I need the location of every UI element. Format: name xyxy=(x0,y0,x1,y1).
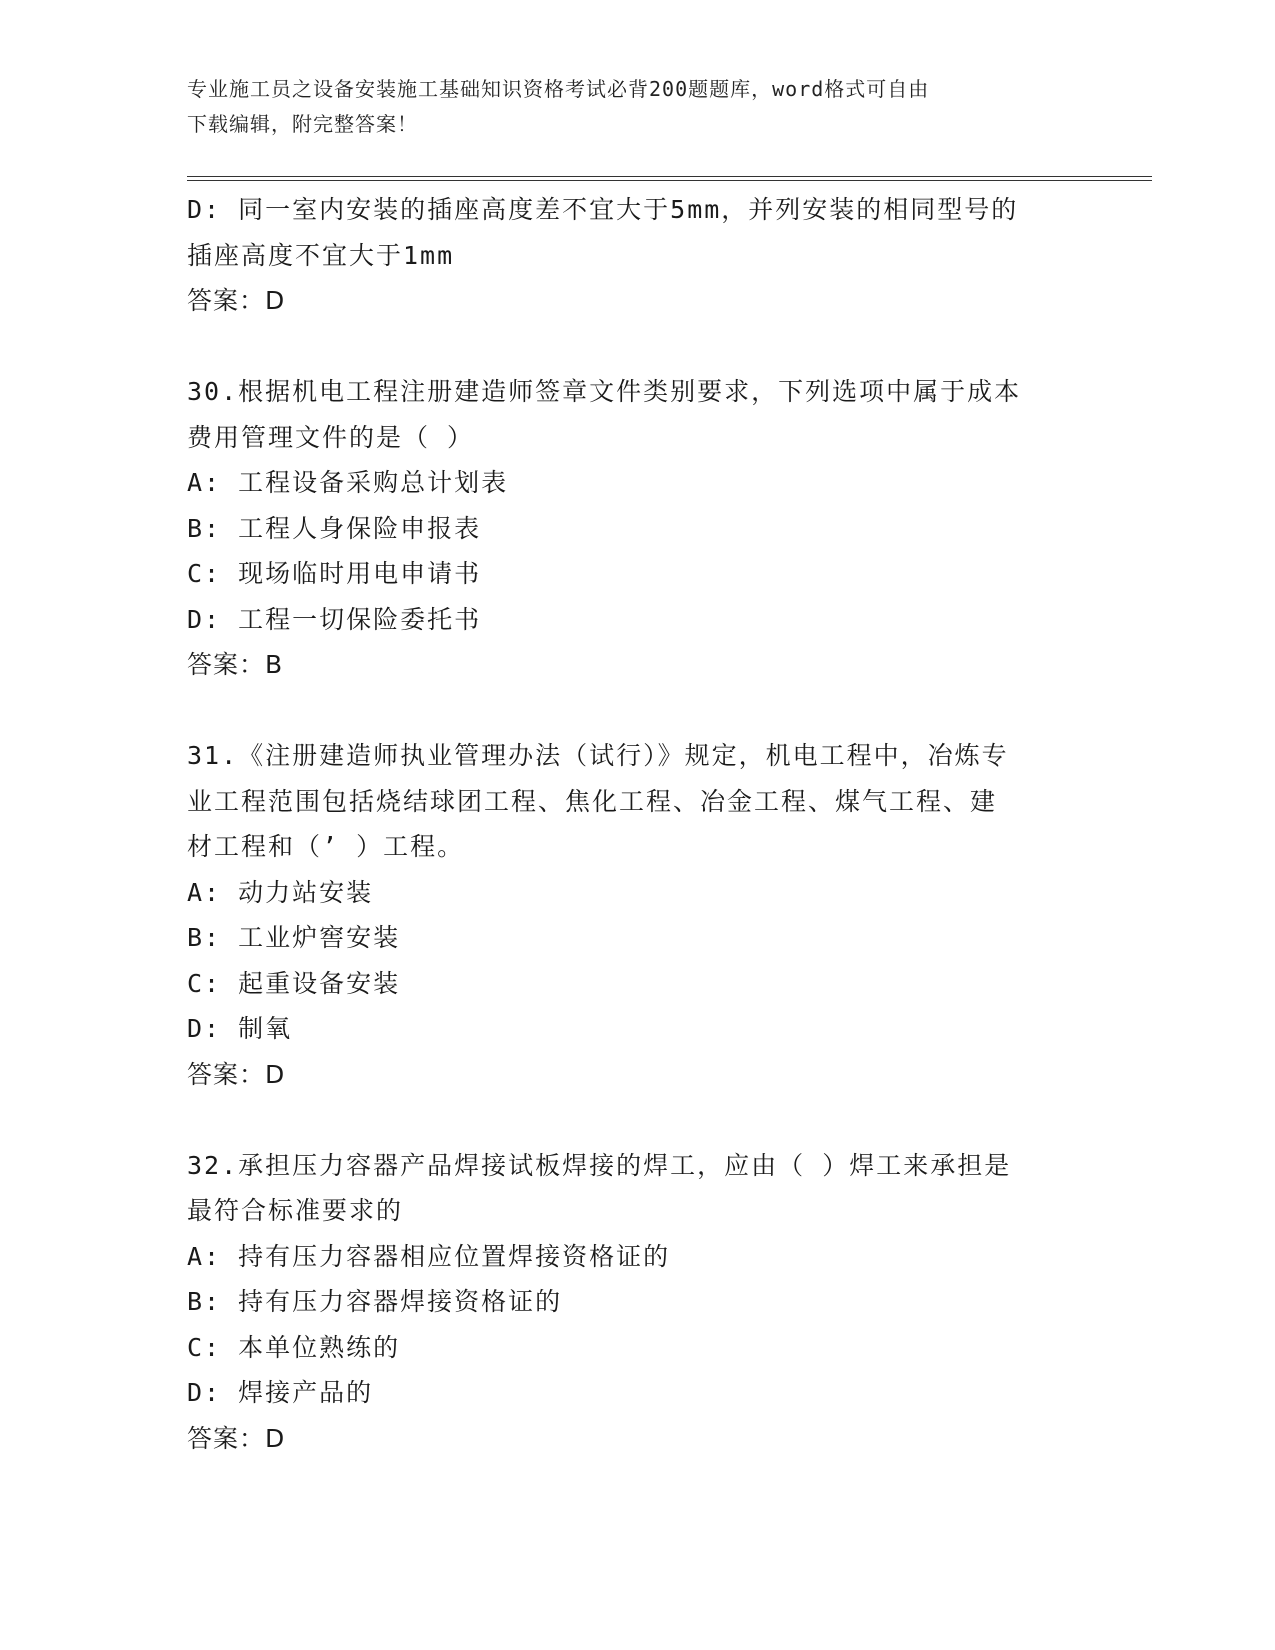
header-line-2: 下载编辑，附完整答案！ xyxy=(187,112,418,136)
option-c: C: 现场临时用电申请书 xyxy=(187,559,482,588)
question-30 xyxy=(187,369,1077,688)
question-stem: 材工程和（’ ）工程。 xyxy=(187,832,465,861)
question-stem: 30.根据机电工程注册建造师签章文件类别要求，下列选项中属于成本 xyxy=(187,377,1022,406)
question-31 xyxy=(187,733,1077,1097)
question-stem: 业工程范围包括烧结球团工程、焦化工程、冶金工程、煤气工程、建 xyxy=(187,786,998,816)
document-body xyxy=(187,187,1077,1461)
option-d: D: 制氧 xyxy=(187,1014,293,1043)
answer-line: 答案：B xyxy=(187,650,284,679)
question-stem: 31.《注册建造师执业管理办法（试行）》规定，机电工程中，冶炼专 xyxy=(187,741,1009,770)
option-d: D: 同一室内安装的插座高度差不宜大于5mm，并列安装的相同型号的 xyxy=(187,195,1019,224)
option-a: A: 持有压力容器相应位置焊接资格证的 xyxy=(187,1241,671,1271)
answer-line: 答案：D xyxy=(187,1059,286,1089)
question-32 xyxy=(187,1143,1077,1462)
option-b: B: 工业炉窖安装 xyxy=(187,923,401,952)
answer-line: 答案：D xyxy=(187,1423,286,1453)
answer-line: 答案：D xyxy=(187,286,286,315)
option-b: B: 工程人身保险申报表 xyxy=(187,513,482,543)
previous-question-tail xyxy=(187,187,1077,324)
header-line-1: 专业施工员之设备安装施工基础知识资格考试必背200题题库，word格式可自由 xyxy=(187,77,930,101)
spacer xyxy=(187,1097,1077,1143)
option-b: B: 持有压力容器焊接资格证的 xyxy=(187,1287,563,1316)
question-stem: 最符合标准要求的 xyxy=(187,1196,404,1225)
option-d-continued: 插座高度不宜大于1mm xyxy=(187,240,455,270)
option-d: D: 焊接产品的 xyxy=(187,1378,374,1407)
spacer xyxy=(187,688,1077,734)
document-header xyxy=(187,72,1087,142)
question-stem: 32.承担压力容器产品焊接试板焊接的焊工，应由（ ）焊工来承担是 xyxy=(187,1150,1012,1180)
option-c: C: 起重设备安装 xyxy=(187,968,401,998)
option-c: C: 本单位熟练的 xyxy=(187,1332,401,1362)
option-a: A: 动力站安装 xyxy=(187,877,374,907)
option-a: A: 工程设备采购总计划表 xyxy=(187,468,509,497)
header-divider xyxy=(187,176,1152,181)
option-d: D: 工程一切保险委托书 xyxy=(187,604,482,634)
spacer xyxy=(187,324,1077,370)
question-stem: 费用管理文件的是（ ） xyxy=(187,422,475,452)
